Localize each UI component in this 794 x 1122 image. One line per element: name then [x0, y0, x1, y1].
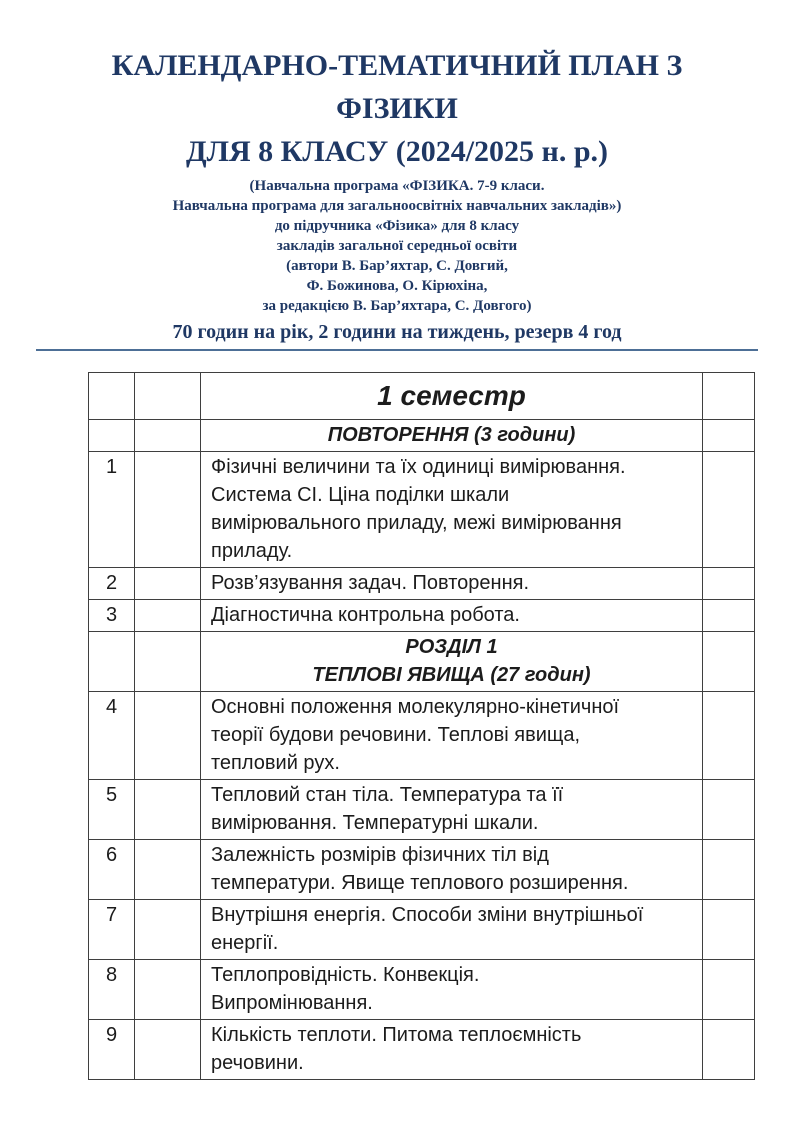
topic-cell: [201, 692, 703, 780]
topic-cell: [201, 960, 703, 1020]
date-cell: [135, 600, 201, 632]
program-note-line: (Навчальна програма «ФІЗИКА. 7-9 класи.: [249, 178, 545, 194]
title-line-2: ФІЗИКИ: [336, 92, 458, 125]
program-note-line: Ф. Божинова, О. Кірюхіна,: [306, 278, 488, 294]
lesson-number-cell: 9: [89, 1020, 135, 1080]
mark-cell: [703, 960, 755, 1020]
title-line-3: ДЛЯ 8 КЛАСУ (2024/2025 н. р.): [185, 135, 608, 168]
lesson-number-cell: [89, 632, 135, 692]
topic-cell: [201, 1020, 703, 1080]
topic-line: Фізичні величини та їх одиниці вимірювання.: [211, 456, 626, 478]
topic-line: теорії будови речовини. Теплові явища,: [211, 724, 581, 746]
lesson-number-cell: 5: [89, 780, 135, 840]
topic-line: енергії.: [211, 932, 279, 954]
lesson-number-cell: [89, 373, 135, 420]
topic-line: Розв’язування задач. Повторення.: [211, 572, 530, 594]
date-cell: [135, 780, 201, 840]
date-cell: [135, 632, 201, 692]
topic-line: Діагностична контрольна робота.: [211, 604, 520, 626]
mark-cell: [703, 632, 755, 692]
topic-line: ТЕПЛОВІ ЯВИЩА (27 годин): [312, 664, 591, 686]
table-row: [89, 692, 755, 780]
lesson-number-cell: 7: [89, 900, 135, 960]
mark-cell: [703, 692, 755, 780]
topic-line: температури. Явище теплового розширення.: [211, 872, 629, 894]
lesson-plan-table: [88, 372, 755, 1080]
table-row: [89, 632, 755, 692]
lesson-number-cell: [89, 420, 135, 452]
date-cell: [135, 840, 201, 900]
program-note-line: закладів загальної середньої освіти: [276, 238, 518, 254]
lesson-number-cell: 4: [89, 692, 135, 780]
lesson-plan-body: [89, 373, 755, 1080]
mark-cell: [703, 373, 755, 420]
section-header-cell: [201, 373, 703, 420]
topic-line: Теплопровідність. Конвекція.: [211, 964, 480, 986]
table-row: [89, 373, 755, 420]
header-divider: [36, 349, 758, 351]
table-row: [89, 420, 755, 452]
section-header-cell: [201, 632, 703, 692]
program-note-line: (автори В. Бар’яхтар, С. Довгий,: [286, 258, 508, 274]
topic-cell: [201, 452, 703, 568]
program-note-line: за редакцією В. Бар’яхтара, С. Довгого): [262, 298, 532, 314]
table-row: [89, 840, 755, 900]
mark-cell: [703, 780, 755, 840]
date-cell: [135, 960, 201, 1020]
topic-cell: [201, 900, 703, 960]
mark-cell: [703, 900, 755, 960]
topic-line: Кількість теплоти. Питома теплоємність: [211, 1024, 582, 1046]
page-title: [0, 44, 794, 173]
lesson-number-cell: 2: [89, 568, 135, 600]
document-header: [0, 0, 794, 345]
mark-cell: [703, 840, 755, 900]
topic-line: Залежність розмірів фізичних тіл від: [211, 844, 549, 866]
program-note-line: до підручника «Фізика» для 8 класу: [274, 218, 520, 234]
topic-line: вимірювального приладу, межі вимірювання: [211, 512, 622, 534]
table-row: [89, 900, 755, 960]
hours-summary: 70 годин на рік, 2 години на тиждень, резерв 4 год: [172, 321, 622, 343]
topic-cell: [201, 780, 703, 840]
date-cell: [135, 692, 201, 780]
program-note-line: Навчальна програма для загальноосвітніх навчальних закладів»): [172, 198, 622, 214]
date-cell: [135, 420, 201, 452]
mark-cell: [703, 452, 755, 568]
mark-cell: [703, 420, 755, 452]
topic-line: 1 семестр: [377, 380, 526, 411]
table-row: [89, 780, 755, 840]
lesson-number-cell: 1: [89, 452, 135, 568]
topic-line: речовини.: [211, 1052, 304, 1074]
topic-line: ПОВТОРЕННЯ (3 години): [327, 424, 576, 446]
table-row: [89, 1020, 755, 1080]
mark-cell: [703, 600, 755, 632]
date-cell: [135, 373, 201, 420]
program-note: [0, 176, 794, 316]
date-cell: [135, 1020, 201, 1080]
topic-line: РОЗДІЛ 1: [405, 636, 498, 658]
mark-cell: [703, 1020, 755, 1080]
date-cell: [135, 900, 201, 960]
table-row: [89, 568, 755, 600]
topic-line: Система СІ. Ціна поділки шкали: [211, 484, 510, 506]
topic-line: Основні положення молекулярно-кінетичної: [211, 696, 620, 718]
topic-cell: [201, 600, 703, 632]
topic-cell: [201, 840, 703, 900]
lesson-number-cell: 3: [89, 600, 135, 632]
table-row: [89, 600, 755, 632]
topic-line: вимірювання. Температурні шкали.: [211, 812, 539, 834]
lesson-number-cell: 8: [89, 960, 135, 1020]
table-row: [89, 960, 755, 1020]
lesson-number-cell: 6: [89, 840, 135, 900]
title-line-1: КАЛЕНДАРНО-ТЕМАТИЧНИЙ ПЛАН З: [111, 49, 683, 82]
mark-cell: [703, 568, 755, 600]
topic-line: Тепловий стан тіла. Температура та її: [211, 784, 564, 806]
topic-line: приладу.: [211, 540, 293, 562]
topic-cell: [201, 568, 703, 600]
section-header-cell: [201, 420, 703, 452]
date-cell: [135, 568, 201, 600]
table-row: [89, 452, 755, 568]
topic-line: тепловий рух.: [211, 752, 340, 774]
date-cell: [135, 452, 201, 568]
topic-line: Випромінювання.: [211, 992, 373, 1014]
topic-line: Внутрішня енергія. Способи зміни внутрішньої: [211, 904, 644, 926]
